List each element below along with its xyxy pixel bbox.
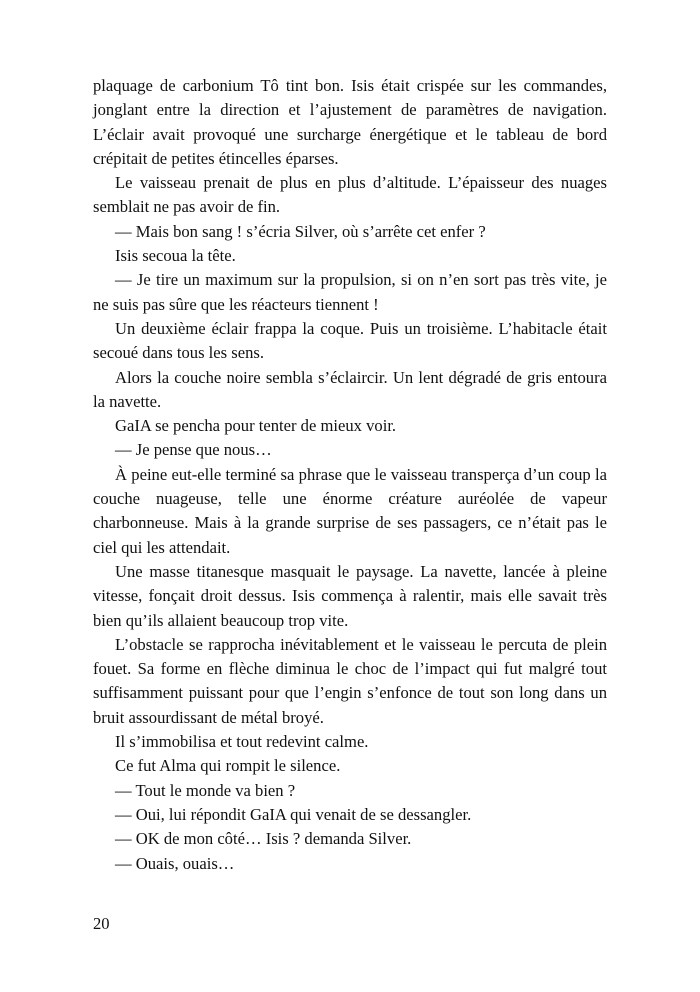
paragraph-9: — Je pense que nous…	[115, 440, 272, 460]
paragraph-5: — Je tire un maximum sur la propulsion, si on n’en sort pas très vite, je ne suis pas sûre que les réacteurs tiennent !	[93, 270, 607, 314]
paragraph-16: — Oui, lui répondit GaIA qui venait de se dessangler.	[115, 804, 472, 824]
paragraph-11: Une masse titanesque masquait le paysage. La navette, lancée à pleine vitesse, fonçait droit dessus. Isis commença à ralentir, mais elle savait très bien qu’ils allaient beaucoup trop vite.	[93, 561, 607, 630]
paragraph-3: — Mais bon sang ! s’écria Silver, où s’arrête cet enfer ?	[115, 221, 486, 241]
paragraph-18: — Ouais, ouais…	[115, 853, 235, 873]
paragraph-2: Le vaisseau prenait de plus en plus d’altitude. L’épaisseur des nuages semblait ne pas avoir de fin.	[93, 173, 607, 217]
paragraph-6: Un deuxième éclair frappa la coque. Puis un troisième. L’habitacle était secoué dans tous les sens.	[93, 318, 607, 363]
paragraph-4: Isis secoua la tête.	[115, 246, 236, 266]
paragraph-1: plaquage de carbonium Tô tint bon. Isis était crispée sur les commandes, jonglant entre la direction et l’ajustement de paramètres de navigation. L’éclair avait provoqué une surcharge énergétique et le tableau de bord crépitait de petites étincelles éparses.	[93, 76, 607, 168]
paragraph-15: — Tout le monde va bien ?	[115, 780, 296, 800]
paragraph-17: — OK de mon côté… Isis ? demanda Silver.	[115, 829, 412, 849]
paragraph-7: Alors la couche noire sembla s’éclaircir. Un lent dégradé de gris entoura la navette.	[93, 367, 607, 411]
paragraph-13: Il s’immobilisa et tout redevint calme.	[115, 732, 369, 752]
body-text	[93, 74, 607, 876]
paragraph-14: Ce fut Alma qui rompit le silence.	[115, 756, 341, 776]
paragraph-12: L’obstacle se rapprocha inévitablement et le vaisseau le percuta de plein fouet. Sa forme en flèche diminua le choc de l’impact qui fut malgré tout suffisamment puissant pour que l’engin s’enfonce de tout son long dans un bruit assourdissant de métal broyé.	[93, 634, 607, 727]
paragraph-10: À peine eut-elle terminé sa phrase que le vaisseau transperça d’un coup la couche nuageuse, telle une énorme créature auréolée de vapeur charbonneuse. Mais à la grande surprise de ses passagers, ce n’était pas le ciel qui les attendait.	[93, 464, 607, 557]
paragraph-8: GaIA se pencha pour tenter de mieux voir.	[115, 416, 397, 436]
page-number: 20	[93, 914, 110, 933]
